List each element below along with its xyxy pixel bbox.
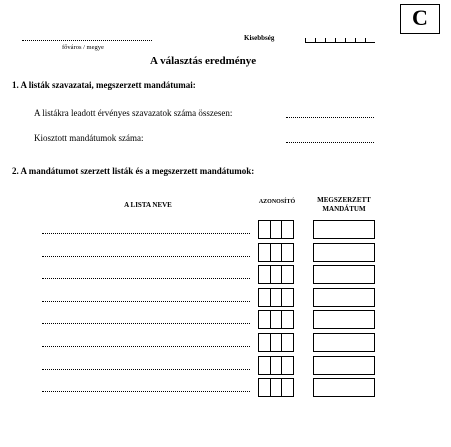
identifier-digit-box[interactable] <box>282 266 293 283</box>
mandates-allocated-label: Kiosztott mandátumok száma: <box>34 133 144 143</box>
identifier-digit-box[interactable] <box>282 334 293 351</box>
list-name-field[interactable] <box>42 346 250 347</box>
list-name-field[interactable] <box>42 278 250 279</box>
location-entry-line[interactable] <box>22 40 152 41</box>
mandates-box[interactable] <box>313 265 375 284</box>
identifier-digit-box[interactable] <box>282 289 293 306</box>
identifier-boxes[interactable] <box>258 265 294 284</box>
identifier-boxes[interactable] <box>258 288 294 307</box>
identifier-digit-box[interactable] <box>282 244 293 261</box>
section1-heading: 1. A listák szavazatai, megszerzett mandátumai: <box>12 80 196 90</box>
list-name-field[interactable] <box>42 233 250 234</box>
mandates-box[interactable] <box>313 243 375 262</box>
list-name-field[interactable] <box>42 391 250 392</box>
identifier-digit-box[interactable] <box>259 266 271 283</box>
identifier-digit-box[interactable] <box>259 289 271 306</box>
valid-votes-field[interactable] <box>286 117 374 118</box>
mandates-box[interactable] <box>313 356 375 375</box>
list-name-header: A LISTA NEVE <box>124 201 172 209</box>
list-name-field[interactable] <box>42 256 250 257</box>
identifier-boxes[interactable] <box>258 310 294 329</box>
form-version-letter: C <box>400 4 440 34</box>
location-caption: főváros / megye <box>62 44 104 51</box>
minority-label: Kisebbség <box>244 34 275 42</box>
identifier-boxes[interactable] <box>258 333 294 352</box>
mandates-header-line2: MANDÁTUM <box>322 205 366 213</box>
mandates-allocated-field[interactable] <box>286 142 374 143</box>
mandates-header-line1: MEGSZERZETT <box>317 196 371 204</box>
identifier-digit-box[interactable] <box>259 244 271 261</box>
identifier-digit-box[interactable] <box>271 266 283 283</box>
identifier-digit-box[interactable] <box>271 334 283 351</box>
identifier-digit-box[interactable] <box>282 379 293 396</box>
identifier-boxes[interactable] <box>258 378 294 397</box>
page-title: A választás eredménye <box>150 55 257 67</box>
valid-votes-label: A listákra leadott érvényes szavazatok száma összesen: <box>34 108 233 118</box>
identifier-digit-box[interactable] <box>259 221 271 238</box>
mandates-box[interactable] <box>313 378 375 397</box>
section2-heading: 2. A mandátumot szerzett listák és a megszerzett mandátumok: <box>12 166 255 176</box>
identifier-header: AZONOSÍTÓ <box>258 199 296 205</box>
identifier-digit-box[interactable] <box>259 357 271 374</box>
minority-code-field[interactable] <box>305 38 375 43</box>
identifier-digit-box[interactable] <box>271 357 283 374</box>
identifier-digit-box[interactable] <box>259 379 271 396</box>
list-name-field[interactable] <box>42 369 250 370</box>
identifier-digit-box[interactable] <box>271 221 283 238</box>
mandates-box[interactable] <box>313 310 375 329</box>
identifier-digit-box[interactable] <box>271 379 283 396</box>
identifier-boxes[interactable] <box>258 356 294 375</box>
identifier-boxes[interactable] <box>258 220 294 239</box>
identifier-digit-box[interactable] <box>271 244 283 261</box>
list-name-field[interactable] <box>42 323 250 324</box>
identifier-digit-box[interactable] <box>282 311 293 328</box>
mandates-box[interactable] <box>313 288 375 307</box>
identifier-boxes[interactable] <box>258 243 294 262</box>
identifier-digit-box[interactable] <box>259 311 271 328</box>
identifier-digit-box[interactable] <box>282 357 293 374</box>
mandates-box[interactable] <box>313 220 375 239</box>
mandates-box[interactable] <box>313 333 375 352</box>
list-name-field[interactable] <box>42 301 250 302</box>
identifier-digit-box[interactable] <box>271 311 283 328</box>
identifier-digit-box[interactable] <box>271 289 283 306</box>
identifier-digit-box[interactable] <box>282 221 293 238</box>
identifier-digit-box[interactable] <box>259 334 271 351</box>
